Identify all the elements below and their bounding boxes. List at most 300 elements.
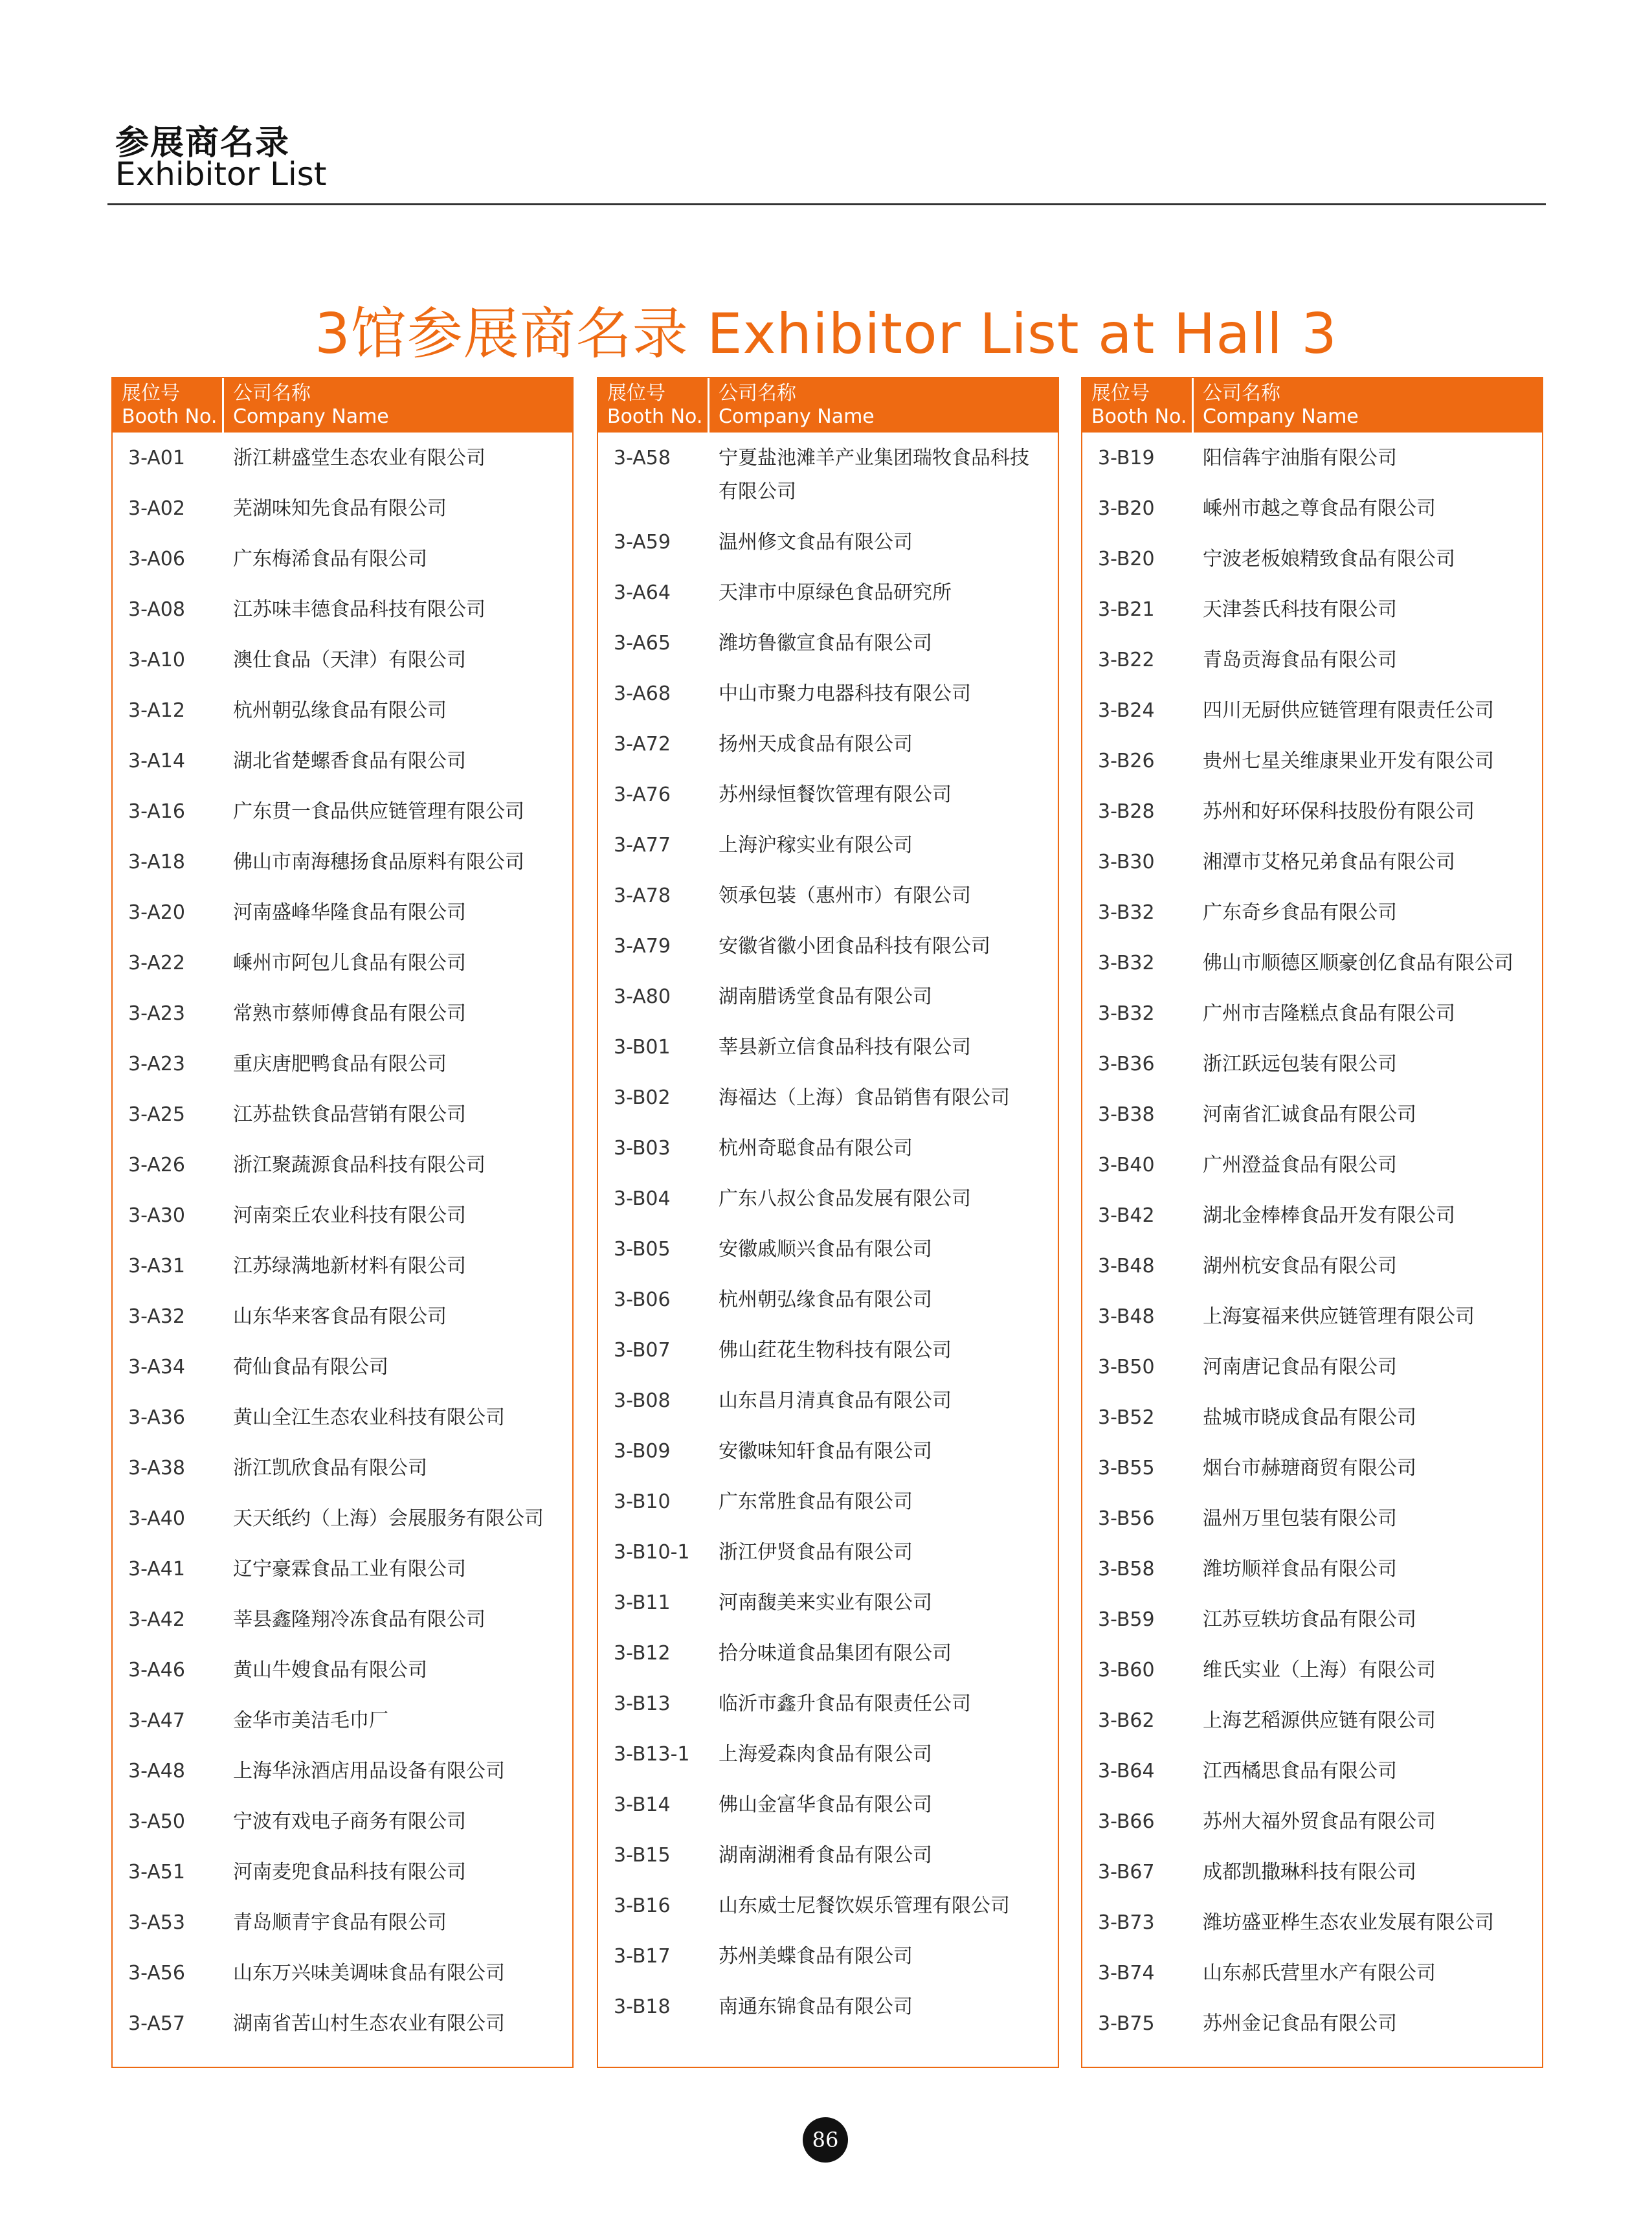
booth-number: 3-A58 [614, 447, 671, 469]
company-name: 嵊州市阿包儿食品有限公司 [233, 952, 466, 974]
table-row [598, 1485, 1058, 1536]
company-name: 湖南湖湘肴食品有限公司 [719, 1844, 932, 1867]
company-header-cn: 公司名称 [233, 382, 311, 405]
company-name: 佛山荭花生物科技有限公司 [719, 1339, 952, 1362]
table-row [598, 980, 1058, 1031]
company-name: 常熟市蔡师傅食品有限公司 [233, 1002, 466, 1025]
company-name: 苏州和好环保科技股份有限公司 [1203, 800, 1475, 823]
booth-number: 3-A31 [128, 1255, 185, 1277]
company-name: 宁波有戏电子商务有限公司 [233, 1810, 466, 1833]
table-row [1082, 795, 1542, 846]
booth-number: 3-B56 [1098, 1507, 1155, 1530]
table-row [1082, 1351, 1542, 1401]
table-row [598, 1889, 1058, 1940]
company-name: 烟台市赫瑭商贸有限公司 [1203, 1457, 1416, 1479]
booth-number: 3-A76 [614, 783, 671, 806]
header-divider [107, 203, 1546, 205]
table-row [113, 492, 572, 543]
booth-number: 3-B42 [1098, 1204, 1155, 1227]
booth-number: 3-B03 [614, 1137, 671, 1160]
exhibitor-table-column-1 [111, 377, 574, 2068]
table-row [1082, 1199, 1542, 1250]
table-row [598, 677, 1058, 728]
company-name: 山东华来客食品有限公司 [233, 1305, 447, 1328]
booth-header [113, 378, 224, 433]
company-name: 海福达（上海）食品销售有限公司 [719, 1086, 1010, 1109]
booth-number: 3-A01 [128, 447, 185, 469]
table-row [113, 795, 572, 846]
company-name: 重庆唐肥鸭食品有限公司 [233, 1053, 447, 1075]
company-name: 中山市聚力电器科技有限公司 [719, 682, 971, 705]
table-row [598, 1384, 1058, 1435]
company-name: 浙江伊贤食品有限公司 [719, 1541, 913, 1564]
company-header [709, 378, 1058, 433]
company-name: 贵州七星关维康果业开发有限公司 [1203, 750, 1494, 772]
company-name: 河南唐记食品有限公司 [1203, 1356, 1397, 1378]
booth-number: 3-A40 [128, 1507, 185, 1530]
table-row [598, 627, 1058, 677]
table-row [1082, 1098, 1542, 1149]
company-name: 浙江凯欣食品有限公司 [233, 1457, 427, 1479]
table-row [598, 1132, 1058, 1182]
table-row [113, 846, 572, 896]
table-row [598, 1081, 1058, 1132]
booth-number: 3-B08 [614, 1389, 671, 1412]
table-row [1082, 745, 1542, 795]
booth-number: 3-B32 [1098, 952, 1155, 974]
booth-number: 3-B10 [614, 1490, 671, 1513]
table-row [113, 2007, 572, 2058]
company-name: 荷仙食品有限公司 [233, 1356, 388, 1378]
company-name: 广州市吉隆糕点食品有限公司 [1203, 1002, 1455, 1025]
booth-number: 3-A36 [128, 1406, 185, 1429]
table-row [1082, 846, 1542, 896]
table-header [1082, 378, 1542, 433]
company-name: 上海爱森肉食品有限公司 [719, 1743, 932, 1766]
company-name: 广州澄益食品有限公司 [1203, 1154, 1397, 1176]
table-body [113, 433, 572, 2058]
booth-number: 3-A34 [128, 1356, 185, 1378]
booth-number: 3-B11 [614, 1591, 671, 1614]
table-row [598, 1233, 1058, 1283]
company-name: 杭州朝弘缘食品有限公司 [233, 699, 447, 722]
booth-number: 3-B09 [614, 1440, 671, 1463]
table-row [598, 1839, 1058, 1889]
table-row [113, 1502, 572, 1553]
company-name: 浙江聚蔬源食品科技有限公司 [233, 1154, 486, 1176]
booth-number: 3-B66 [1098, 1810, 1155, 1833]
company-name: 辽宁豪霖食品工业有限公司 [233, 1558, 466, 1580]
page-number: 86 [803, 2117, 848, 2163]
booth-number: 3-A30 [128, 1204, 185, 1227]
company-name: 潍坊鲁徽宣食品有限公司 [719, 632, 932, 655]
booth-number: 3-B74 [1098, 1962, 1155, 1984]
table-row [1082, 1755, 1542, 1805]
table-row [113, 1401, 572, 1452]
table-row [1082, 1452, 1542, 1502]
booth-number: 3-A59 [614, 531, 671, 554]
table-row [598, 1031, 1058, 1081]
company-name: 广东梅浠食品有限公司 [233, 548, 427, 570]
booth-number: 3-B10-1 [614, 1541, 690, 1564]
company-header [1194, 378, 1542, 433]
company-name: 佛山市南海穗扬食品原料有限公司 [233, 851, 524, 873]
booth-number: 3-B28 [1098, 800, 1155, 823]
exhibitor-table-column-2 [597, 377, 1059, 2068]
booth-number: 3-A22 [128, 952, 185, 974]
booth-number: 3-A41 [128, 1558, 185, 1580]
booth-number: 3-B20 [1098, 548, 1155, 570]
company-name: 潍坊盛亚桦生态农业发展有限公司 [1203, 1911, 1494, 1934]
company-name: 南通东锦食品有限公司 [719, 1996, 913, 2018]
table-row [1082, 947, 1542, 997]
booth-header-en: Booth No. [122, 405, 218, 428]
company-name: 黄山全江生态农业科技有限公司 [233, 1406, 505, 1429]
table-row [598, 1182, 1058, 1233]
booth-number: 3-B12 [614, 1642, 671, 1665]
company-name: 上海沪稼实业有限公司 [719, 834, 913, 857]
booth-number: 3-A26 [128, 1154, 185, 1176]
company-name: 广东八叔公食品发展有限公司 [719, 1187, 971, 1210]
table-row [113, 1856, 572, 1906]
table-row [598, 576, 1058, 627]
table-row [598, 829, 1058, 879]
company-name: 苏州绿恒餐饮管理有限公司 [719, 783, 952, 806]
booth-number: 3-B07 [614, 1339, 671, 1362]
company-name: 苏州金记食品有限公司 [1203, 2012, 1397, 2035]
booth-number: 3-A23 [128, 1053, 185, 1075]
table-row [1082, 896, 1542, 947]
company-name: 杭州朝弘缘食品有限公司 [719, 1288, 932, 1311]
company-name: 湖南省苦山村生态农业有限公司 [233, 2012, 505, 2035]
table-row [598, 1283, 1058, 1334]
booth-number: 3-B67 [1098, 1861, 1155, 1883]
table-row [1082, 2007, 1542, 2058]
booth-number: 3-B24 [1098, 699, 1155, 722]
booth-number: 3-B19 [1098, 447, 1155, 469]
company-name: 苏州大福外贸食品有限公司 [1203, 1810, 1436, 1833]
company-header-cn: 公司名称 [1203, 382, 1280, 405]
booth-number: 3-A38 [128, 1457, 185, 1479]
booth-number: 3-B52 [1098, 1406, 1155, 1429]
booth-number: 3-B32 [1098, 1002, 1155, 1025]
table-row [1082, 1149, 1542, 1199]
booth-number: 3-B01 [614, 1036, 671, 1059]
table-row [1082, 1603, 1542, 1654]
booth-number: 3-A68 [614, 682, 671, 705]
booth-number: 3-A32 [128, 1305, 185, 1328]
company-name: 杭州奇聪食品有限公司 [719, 1137, 913, 1160]
company-name: 江苏盐铁食品营销有限公司 [233, 1103, 466, 1126]
table-row [598, 526, 1058, 576]
booth-number: 3-B59 [1098, 1608, 1155, 1631]
table-row [113, 745, 572, 795]
table-row [113, 543, 572, 593]
table-row [113, 593, 572, 644]
table-row [598, 1788, 1058, 1839]
table-row [1082, 442, 1542, 492]
booth-number: 3-B21 [1098, 598, 1155, 621]
booth-header [598, 378, 709, 433]
table-body [1082, 433, 1542, 2058]
table-row [113, 1654, 572, 1704]
company-name: 佛山市顺德区顺豪创亿食品有限公司 [1203, 952, 1513, 974]
company-name: 河南省汇诚食品有限公司 [1203, 1103, 1416, 1126]
header-title-cn: 参展商名录 [115, 124, 291, 163]
company-header-en: Company Name [233, 405, 389, 428]
booth-number: 3-A42 [128, 1608, 185, 1631]
booth-number: 3-B13 [614, 1692, 671, 1715]
booth-header-en: Booth No. [1091, 405, 1187, 428]
table-row [1082, 1906, 1542, 1957]
booth-number: 3-A47 [128, 1709, 185, 1732]
booth-number: 3-A48 [128, 1760, 185, 1782]
booth-number: 3-B50 [1098, 1356, 1155, 1378]
booth-number: 3-B60 [1098, 1659, 1155, 1681]
company-name: 浙江耕盛堂生态农业有限公司 [233, 447, 486, 469]
booth-number: 3-B55 [1098, 1457, 1155, 1479]
company-header [224, 378, 572, 433]
booth-number: 3-B64 [1098, 1760, 1155, 1782]
table-row [598, 1687, 1058, 1738]
company-name: 金华市美洁毛巾厂 [233, 1709, 388, 1732]
booth-number: 3-B62 [1098, 1709, 1155, 1732]
company-name: 盐城市晓成食品有限公司 [1203, 1406, 1416, 1429]
company-name: 宁波老板娘精致食品有限公司 [1203, 548, 1455, 570]
booth-header-cn: 展位号 [607, 382, 665, 405]
table-row [1082, 1654, 1542, 1704]
booth-number: 3-A08 [128, 598, 185, 621]
table-row [113, 1755, 572, 1805]
company-name: 河南栾丘农业科技有限公司 [233, 1204, 466, 1227]
table-row [598, 1586, 1058, 1637]
table-row [113, 1906, 572, 1957]
table-row [598, 1940, 1058, 1990]
booth-number: 3-A25 [128, 1103, 185, 1126]
table-row [598, 1637, 1058, 1687]
table-row [1082, 1957, 1542, 2007]
table-row [1082, 1048, 1542, 1098]
booth-number: 3-B30 [1098, 851, 1155, 873]
company-name: 山东威士尼餐饮娱乐管理有限公司 [719, 1894, 1010, 1917]
table-row [113, 997, 572, 1048]
booth-number: 3-B58 [1098, 1558, 1155, 1580]
booth-number: 3-B38 [1098, 1103, 1155, 1126]
company-name: 嵊州市越之尊食品有限公司 [1203, 497, 1436, 520]
company-name: 四川无厨供应链管理有限责任公司 [1203, 699, 1494, 722]
company-name: 湖北金棒棒食品开发有限公司 [1203, 1204, 1455, 1227]
booth-header-cn: 展位号 [1091, 382, 1150, 405]
company-name: 佛山金富华食品有限公司 [719, 1793, 932, 1816]
company-name: 维氏实业（上海）有限公司 [1203, 1659, 1436, 1681]
table-row [598, 1738, 1058, 1788]
table-row [1082, 644, 1542, 694]
table-row [598, 442, 1058, 526]
table-row [113, 1553, 572, 1603]
company-name: 安徽省徽小团食品科技有限公司 [719, 935, 990, 958]
table-row [1082, 1300, 1542, 1351]
booth-number: 3-B15 [614, 1844, 671, 1867]
table-row [113, 1300, 572, 1351]
company-name: 上海宴福来供应链管理有限公司 [1203, 1305, 1475, 1328]
company-name: 领承包装（惠州市）有限公司 [719, 884, 971, 907]
booth-number: 3-B05 [614, 1238, 671, 1261]
company-name: 湖北省楚螺香食品有限公司 [233, 750, 466, 772]
company-name: 广东贯一食品供应链管理有限公司 [233, 800, 524, 823]
company-name: 天津荟氏科技有限公司 [1203, 598, 1397, 621]
booth-number: 3-B06 [614, 1288, 671, 1311]
table-row [113, 1805, 572, 1856]
company-name: 扬州天成食品有限公司 [719, 733, 913, 756]
table-header [598, 378, 1058, 433]
booth-number: 3-B18 [614, 1996, 671, 2018]
company-name: 江苏味丰德食品科技有限公司 [233, 598, 486, 621]
table-row [1082, 997, 1542, 1048]
booth-number: 3-B73 [1098, 1911, 1155, 1934]
company-name: 黄山牛嫂食品有限公司 [233, 1659, 427, 1681]
company-name: 临沂市鑫升食品有限责任公司 [719, 1692, 971, 1715]
table-row [113, 1149, 572, 1199]
booth-number: 3-A51 [128, 1861, 185, 1883]
booth-number: 3-B40 [1098, 1154, 1155, 1176]
table-row [598, 930, 1058, 980]
booth-number: 3-B48 [1098, 1305, 1155, 1328]
booth-number: 3-B75 [1098, 2012, 1155, 2035]
company-name: 苏州美蝶食品有限公司 [719, 1945, 913, 1968]
table-row [113, 1199, 572, 1250]
booth-number: 3-A80 [614, 985, 671, 1008]
booth-header-cn: 展位号 [122, 382, 180, 405]
table-row [1082, 1553, 1542, 1603]
table-row [1082, 1401, 1542, 1452]
company-name: 成都凯撒琳科技有限公司 [1203, 1861, 1416, 1883]
table-row [598, 1334, 1058, 1384]
table-row [1082, 1704, 1542, 1755]
company-header-en: Company Name [719, 405, 875, 428]
booth-number: 3-A14 [128, 750, 185, 772]
booth-number: 3-B17 [614, 1945, 671, 1968]
company-name: 莘县新立信食品科技有限公司 [719, 1036, 971, 1059]
company-name: 温州修文食品有限公司 [719, 531, 913, 554]
booth-number: 3-A57 [128, 2012, 185, 2035]
booth-number: 3-A10 [128, 649, 185, 671]
booth-number: 3-B16 [614, 1894, 671, 1917]
table-row [1082, 1856, 1542, 1906]
booth-number: 3-A02 [128, 497, 185, 520]
table-row [113, 644, 572, 694]
booth-header-en: Booth No. [607, 405, 703, 428]
company-name: 温州万里包装有限公司 [1203, 1507, 1397, 1530]
company-name: 阳信犇宇油脂有限公司 [1203, 447, 1397, 469]
table-row [113, 947, 572, 997]
table-row [113, 1048, 572, 1098]
company-name: 湖南腊诱堂食品有限公司 [719, 985, 932, 1008]
booth-number: 3-B48 [1098, 1255, 1155, 1277]
booth-number: 3-A56 [128, 1962, 185, 1984]
company-name: 澳仕食品（天津）有限公司 [233, 649, 466, 671]
exhibitor-table-column-3 [1081, 377, 1543, 2068]
company-name: 上海艺稻源供应链有限公司 [1203, 1709, 1436, 1732]
table-row [113, 896, 572, 947]
company-header-cn: 公司名称 [719, 382, 796, 405]
booth-number: 3-A46 [128, 1659, 185, 1681]
company-name: 河南盛峰华隆食品有限公司 [233, 901, 466, 924]
booth-number: 3-B26 [1098, 750, 1155, 772]
booth-number: 3-A06 [128, 548, 185, 570]
booth-number: 3-A77 [614, 834, 671, 857]
table-row [113, 1704, 572, 1755]
booth-header [1082, 378, 1194, 433]
company-header-en: Company Name [1203, 405, 1359, 428]
booth-number: 3-B02 [614, 1086, 671, 1109]
company-name: 江西橘思食品有限公司 [1203, 1760, 1397, 1782]
table-row [113, 1351, 572, 1401]
booth-number: 3-A20 [128, 901, 185, 924]
table-row [113, 1603, 572, 1654]
company-name: 上海华泳酒店用品设备有限公司 [233, 1760, 505, 1782]
company-name: 湖州杭安食品有限公司 [1203, 1255, 1397, 1277]
booth-number: 3-B36 [1098, 1053, 1155, 1075]
booth-number: 3-A23 [128, 1002, 185, 1025]
booth-number: 3-B14 [614, 1793, 671, 1816]
table-body [598, 433, 1058, 2041]
table-row [1082, 1250, 1542, 1300]
company-name: 安徽味知轩食品有限公司 [719, 1440, 932, 1463]
table-row [598, 1990, 1058, 2041]
company-name: 湘潭市艾格兄弟食品有限公司 [1203, 851, 1455, 873]
table-row [1082, 1502, 1542, 1553]
booth-number: 3-A78 [614, 884, 671, 907]
company-name: 宁夏盐池滩羊产业集团瑞牧食品科技有限公司 [719, 447, 1029, 503]
table-row [598, 879, 1058, 930]
booth-number: 3-A12 [128, 699, 185, 722]
company-name: 芜湖味知先食品有限公司 [233, 497, 447, 520]
company-name: 山东郝氏营里水产有限公司 [1203, 1962, 1436, 1984]
table-row [598, 1435, 1058, 1485]
booth-number: 3-B13-1 [614, 1743, 690, 1766]
header-title-en: Exhibitor List [115, 155, 327, 193]
table-row [113, 442, 572, 492]
company-name: 潍坊顺祥食品有限公司 [1203, 1558, 1397, 1580]
company-name: 天天纸约（上海）会展服务有限公司 [233, 1507, 544, 1530]
table-row [1082, 593, 1542, 644]
booth-number: 3-B04 [614, 1187, 671, 1210]
booth-number: 3-B32 [1098, 901, 1155, 924]
table-row [113, 694, 572, 745]
company-name: 安徽戚顺兴食品有限公司 [719, 1238, 932, 1261]
company-name: 浙江跃远包装有限公司 [1203, 1053, 1397, 1075]
booth-number: 3-B20 [1098, 497, 1155, 520]
company-name: 广东常胜食品有限公司 [719, 1490, 913, 1513]
company-name: 青岛顺青宇食品有限公司 [233, 1911, 447, 1934]
booth-number: 3-B22 [1098, 649, 1155, 671]
table-row [1082, 694, 1542, 745]
company-name: 莘县鑫隆翔冷冻食品有限公司 [233, 1608, 486, 1631]
company-name: 河南馥美来实业有限公司 [719, 1591, 932, 1614]
table-row [113, 1452, 572, 1502]
booth-number: 3-A65 [614, 632, 671, 655]
company-name: 山东昌月清真食品有限公司 [719, 1389, 952, 1412]
company-name: 拾分味道食品集团有限公司 [719, 1642, 952, 1665]
table-row [1082, 1805, 1542, 1856]
table-row [598, 728, 1058, 778]
table-row [1082, 543, 1542, 593]
company-name: 江苏豆轶坊食品有限公司 [1203, 1608, 1416, 1631]
booth-number: 3-A72 [614, 733, 671, 756]
table-row [113, 1098, 572, 1149]
booth-number: 3-A16 [128, 800, 185, 823]
table-row [1082, 492, 1542, 543]
